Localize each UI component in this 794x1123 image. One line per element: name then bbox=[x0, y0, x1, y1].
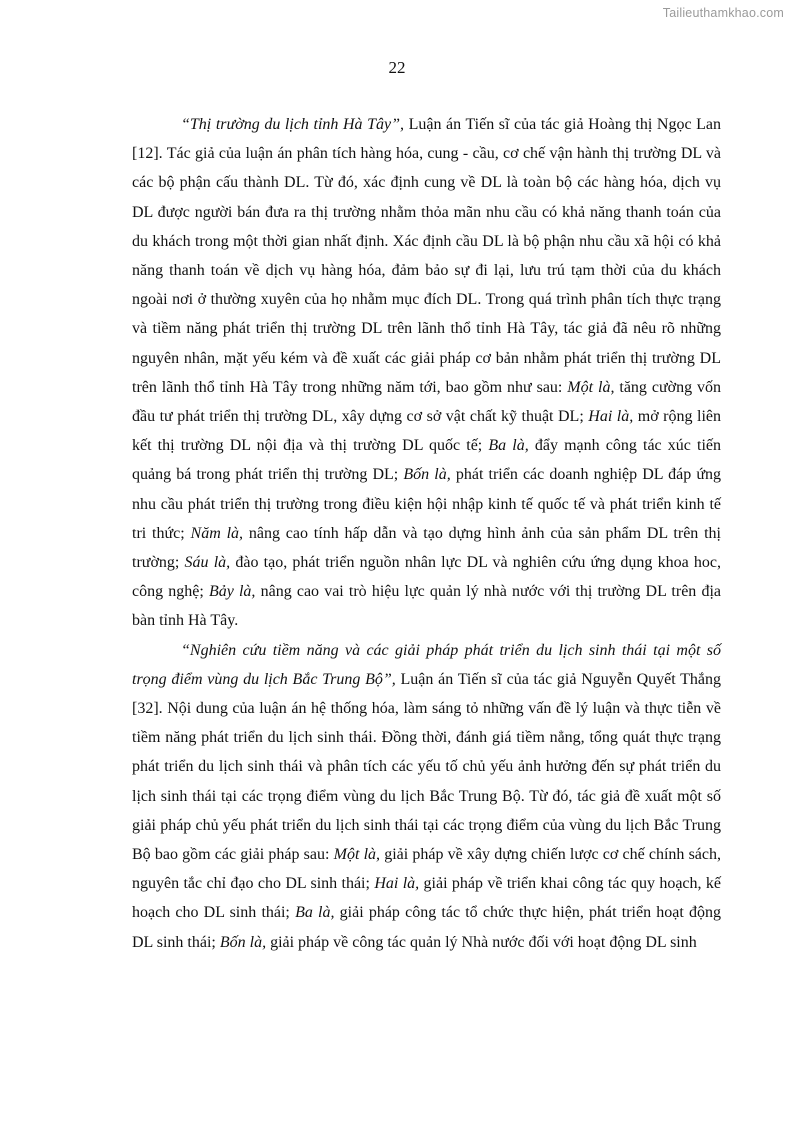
text-run-italic: Hai là, bbox=[588, 408, 634, 426]
text-run: Luận án Tiến sĩ của tác giả Hoàng thị Ngọc Lan [12]. Tác giả của luận án phân tích hàng hóa, cung - cầu, cơ chế vận hành thị trường DL và các bộ phận cấu thành DL. Từ đó, xác định cung về DL là toàn bộ các hàng hóa, dịch vụ DL được người bán đưa ra thị trường nhằm thỏa mãn nhu cầu có khả năng thanh toán của du khách trong một thời gian nhất định. Xác định cầu DL là bộ phận nhu cầu xã hội có khả năng thanh toán về dịch vụ hàng hóa, đảm bảo sự đi lại, lưu trú tạm thời của du khách ngoài nơi ở thường xuyên của họ nhằm mục đích DL. Trong quá trình phân tích thực trạng và tiềm năng phát triển thị trường DL trên lãnh thổ tỉnh Hà Tây, tác giả đã nêu rõ những nguyên nhân, mặt yếu kém và đề xuất các giải pháp cơ bản nhằm phát triển thị trường DL trên lãnh thổ tỉnh Hà Tây trong những năm tới, bao gồm như sau: bbox=[132, 116, 722, 396]
text-run: tăng cường vốn đầu tư phát triển thị trường DL, xây dựng cơ sở vật chất kỹ thuật DL; bbox=[132, 378, 722, 426]
text-run-italic: Bốn là, bbox=[403, 466, 451, 484]
watermark-text: Tailieuthamkhao.com bbox=[662, 6, 784, 20]
text-run-italic: Hai là, bbox=[374, 875, 420, 893]
text-run-italic: Bảy là, bbox=[208, 583, 256, 601]
text-run: đào tạo, phát triển nguồn nhân lực DL và nghiên cứu ứng dụng khoa hoc, công nghệ; bbox=[132, 554, 721, 601]
paragraph bbox=[132, 110, 721, 636]
text-run: giải pháp về xây dựng chiến lược cơ chế chính sách, nguyên tắc chỉ đạo cho DL sinh thái; bbox=[132, 846, 722, 893]
text-run-italic: Một là, bbox=[333, 846, 381, 864]
text-run-italic: Ba là, bbox=[295, 904, 335, 922]
text-run: phát triển các doanh nghiệp DL đáp ứng nhu cầu phát triển thị trường trong điều kiện hội nhập kinh tế quốc tế và phát triển kinh tế tri thức; bbox=[132, 466, 722, 542]
text-run: giải pháp về triển khai công tác quy hoạch, kế hoạch cho DL sinh thái; bbox=[132, 875, 721, 922]
text-run-italic: “Nghiên cứu tiềm năng và các giải pháp phát triển du lịch sinh thái tại một số trọng điểm vùng du lịch Bắc Trung Bộ”, bbox=[132, 641, 721, 688]
text-run: nâng cao tính hấp dẫn và tạo dựng hình ảnh của sản phẩm DL trên thị trường; bbox=[132, 524, 722, 572]
text-run: nâng cao vai trò hiệu lực quản lý nhà nước với thị trường DL trên địa bàn tỉnh Hà Tây. bbox=[132, 583, 721, 630]
text-run-italic: Một là, bbox=[567, 378, 615, 396]
paragraph bbox=[132, 636, 721, 957]
page-number: 22 bbox=[388, 58, 406, 77]
text-run: Luận án Tiến sĩ của tác giả Nguyễn Quyết Thắng [32]. Nội dung của luận án hệ thống hóa, làm sáng tỏ những vấn đề lý luận và thực tiễn về tiềm năng phát triển du lịch sinh thái. Đồng thời, đánh giá tiềm nẳng, tổng quát thực trạng phát triển du lịch sinh thái và phân tích các yếu tố chủ yếu ảnh hưởng đến sự phát triển du lịch sinh thái tại các trọng điểm vùng du lịch Bắc Trung Bộ. Từ đó, tác giả đề xuất một số giải pháp chủ yếu phát triển du lịch sinh thái tại các trọng điểm của vùng du lịch Bắc Trung Bộ bao gồm các giải pháp sau: bbox=[132, 670, 721, 864]
text-run: giải pháp về công tác quản lý Nhà nước đối với hoạt động DL sinh bbox=[266, 933, 697, 951]
text-run-italic: Sáu là, bbox=[184, 554, 231, 572]
text-run: mở rộng liên kết thị trường DL nội địa và thị trường DL quốc tế; bbox=[132, 408, 721, 455]
text-run-italic: Bốn là, bbox=[219, 933, 267, 951]
body-text bbox=[132, 110, 721, 957]
text-run-italic: Ba là, bbox=[488, 437, 529, 455]
text-run: đẩy mạnh công tác xúc tiến quảng bá trong phát triển thị trường DL; bbox=[132, 437, 722, 484]
text-run: giải pháp công tác tổ chức thực hiện, phát triển hoạt động DL sinh thái; bbox=[132, 904, 722, 951]
text-run-italic: “Thị trường du lịch tỉnh Hà Tây”, bbox=[181, 116, 405, 133]
text-run-italic: Năm là, bbox=[190, 524, 244, 542]
